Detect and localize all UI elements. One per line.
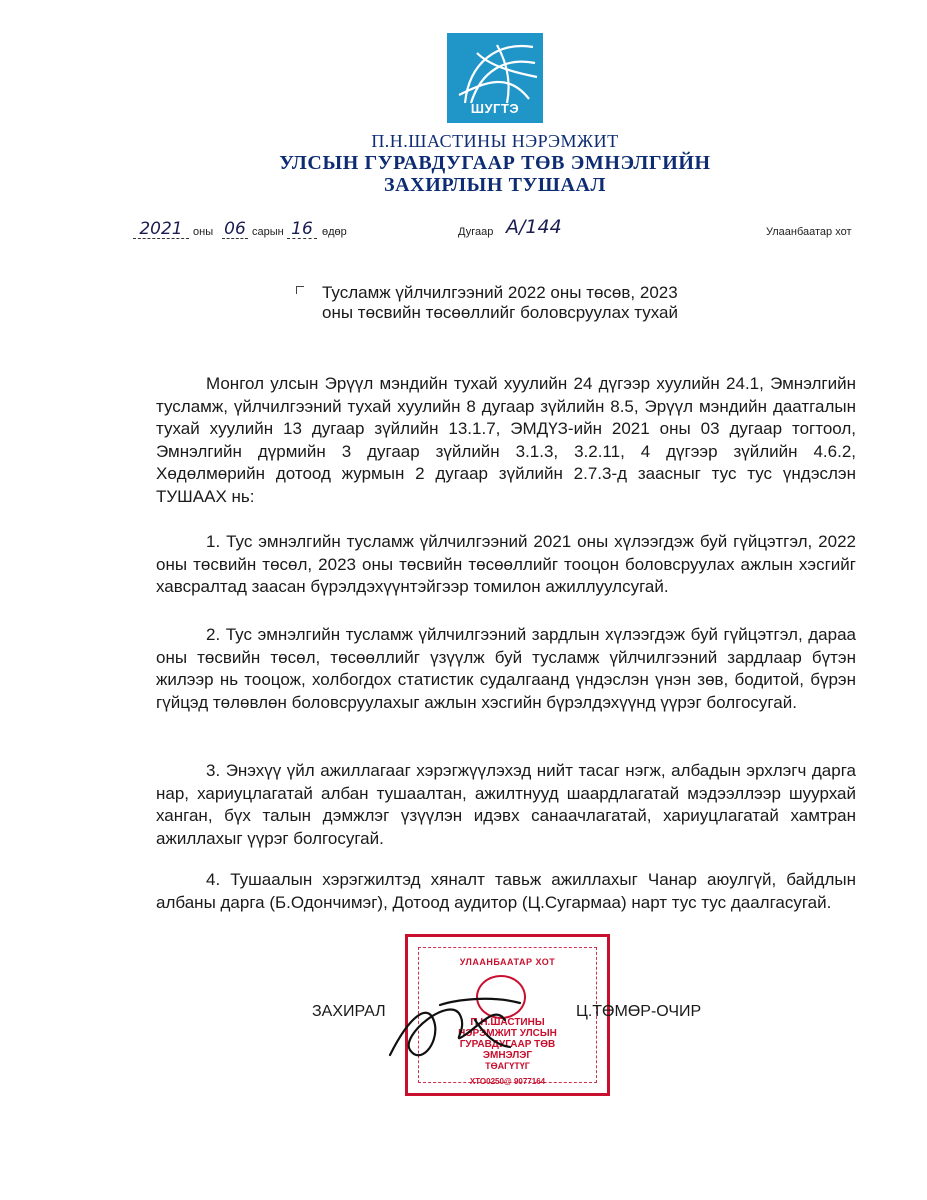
date-month: 06 <box>222 220 248 239</box>
city: Улаанбаатар хот <box>766 226 852 238</box>
header-line-3: ЗАХИРЛЫН ТУШААЛ <box>383 174 607 196</box>
stamp-id: ХТО0250@ 9077164 <box>469 1077 546 1086</box>
date-year: 2021 <box>133 220 189 239</box>
signatory-title: ЗАХИРАЛ <box>312 1003 386 1020</box>
header-line-1: П.Н.ШАСТИНЫ НЭРЭМЖИТ <box>371 131 619 151</box>
order-item-4: 4. Тушаалын хэрэгжилтэд хяналт тавьж ажиллахыг Чанар аюулгүй, байдлын албаны дарга (Б.Одончимэг), Дотоод аудитор (Ц.Сугармаа) нарт тус тус даалгасугай. <box>156 870 856 912</box>
label-day: өдөр <box>322 226 347 238</box>
order-item-2: 2. Тус эмнэлгийн тусламж үйлчилгээний зардлын хүлээгдэж буй гүйцэтгэл, дараа оны төсвийн төсөл, төсөөллийг үзүүлж буй тусламж үйлчилгээний зардлаар бүтэн жилээр нь тооцож, холбогдох статистик судалгаанд үндэслэн үнэн зөв, бодитой, бүрэн гүйцэд төлөвлөн боловсруулахыг ажлын хэсгийн бүрэлдэхүүнд үүрэг болгосугай. <box>156 625 856 712</box>
subject-line-2: оны төсвийн төсөөллийг боловсруулах тухай <box>322 303 679 322</box>
order-number: А/144 <box>506 216 562 238</box>
logo-text: ШУГТЭ <box>470 101 520 116</box>
stamp-line-2: НЭРЭМЖИТ УЛСЫН <box>458 1028 557 1039</box>
label-month: сарын <box>252 226 284 238</box>
handwritten-signature <box>380 975 540 1075</box>
header-line-2: УЛСЫН ГУРАВДУГААР ТӨВ ЭМНЭЛГИЙН <box>279 152 711 174</box>
stamp-line-3: ГУРАВДУГААР ТӨВ <box>459 1039 556 1050</box>
order-item-1: 1. Тус эмнэлгийн тусламж үйлчилгээний 2021 оны хүлээгдэж буй гүйцэтгэл, 2022 оны төсвийн төсөл, 2023 оны төсвийн төсөөллийг тооцон боловсруулах ажлын хэсгийг хавсралтад заасан бүрэлдэхүүнтэйгээр томилон ажиллуулсугай. <box>156 532 856 597</box>
stamp-line-1: П.Н.ШАСТИНЫ <box>470 1017 545 1028</box>
label-year: оны <box>193 226 214 238</box>
stamp-line-5: ТӨАГҮТҮГ <box>485 1061 530 1071</box>
signatory-name: Ц.ТӨМӨР-ОЧИР <box>576 1003 702 1020</box>
hospital-logo <box>447 33 543 123</box>
subject-line-1: Тусламж үйлчилгээний 2022 оны төсөв, 2023 <box>322 283 678 302</box>
stamp-line-4: ЭМНЭЛЭГ <box>482 1050 533 1061</box>
stamp-city: УЛААНБААТАР ХОТ <box>459 957 556 967</box>
date-day: 16 <box>287 220 317 239</box>
order-item-3: 3. Энэхүү үйл ажиллагааг хэрэгжүүлэхэд нийт тасаг нэгж, албадын эрхлэгч дарга нар, хариуцлагатай албан тушаалтан, ажилтнууд шаардлагатай мэдээллээр шуурхай ханган, бүх талын дэмжлэг үзүүлэн идэвх санаачлагатай, хариуцлагатай хамтран ажиллахыг үүрэг болгосугай. <box>156 761 856 848</box>
preamble-paragraph: Монгол улсын Эрүүл мэндийн тухай хуулийн 24 дүгээр хуулийн 24.1, Эмнэлгийн тусламж, үйлчилгээний тухай хуулийн 8 дугаар зүйлийн 8.5, Эрүүл мэндийн даатгалын тухай хуулийн 13 дугаар зүйлийн 13.1.7, ЭМДҮЗ-ийн 2021 оны 03 дугаар тогтоол, Эмнэлгийн дүрмийн 3 дугаар зүйлийн 3.1.3, 3.2.11, 4 дүгээр зүйлийн 4.6.2, Хөдөлмөрийн дотоод журмын 2 дугаар зүйлийн 2.7.3-д заасныг тус тус үндэслэн ТУШААХ нь: <box>156 374 856 506</box>
label-number: Дугаар <box>458 226 494 238</box>
subject-corner-mark <box>296 286 304 294</box>
